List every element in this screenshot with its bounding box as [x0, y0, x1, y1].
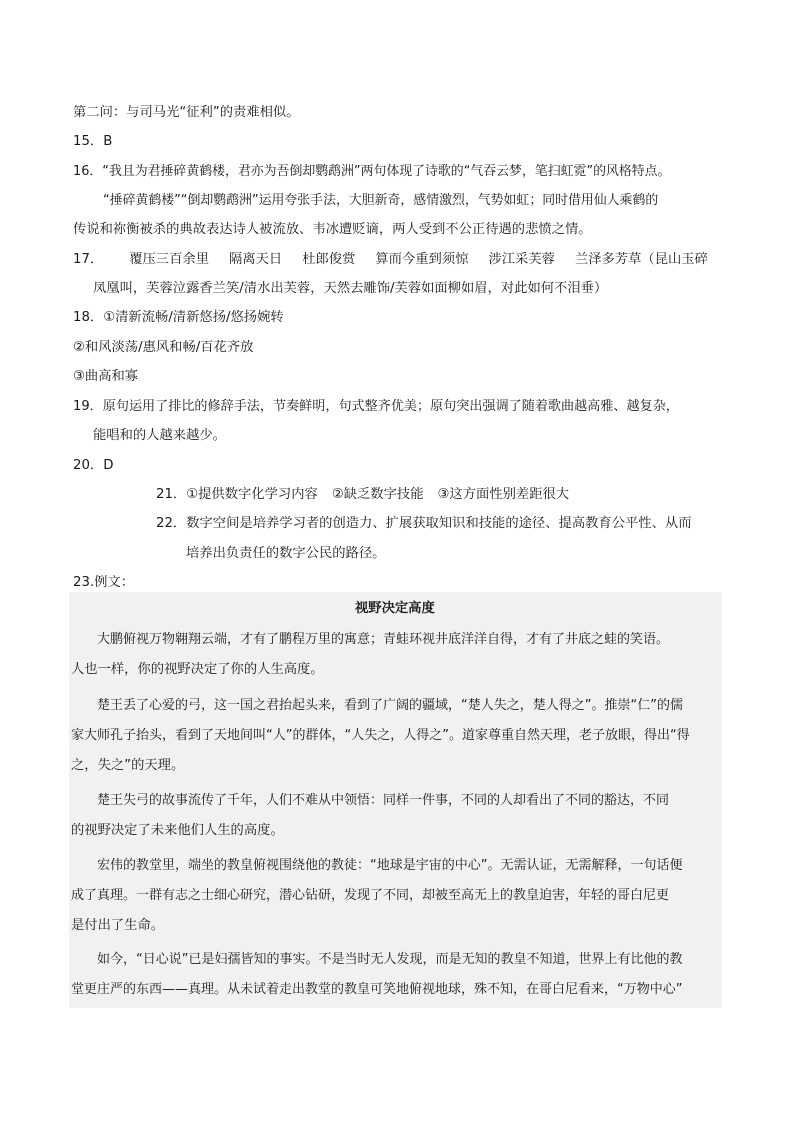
essay-para3-line2: 的视野决定了未来他们人生的高度。: [71, 823, 284, 838]
q17-answer-line1: [73, 251, 708, 269]
q20-answer: 20．D: [73, 458, 114, 473]
q23-label: 23.例文：: [73, 575, 135, 590]
q16-answer-line1: 16．“我且为君捶碎黄鹤楼，君亦为吾倒却鹦鹉洲”两句体现了诗歌的“气吞云梦，笔扫虹霓”的风格特点。: [73, 164, 671, 179]
q19-answer-line1: 19．原句运用了排比的修辞手法，节奏鲜明，句式整齐优美；原句突出强调了随着歌曲越高雅、越复杂，: [73, 399, 679, 414]
essay-para1-line1: 大鹏俯视万物翱翔云端，才有了鹏程万里的寓意；青蛙环视井底洋洋自得，才有了井底之蛙的笑语。: [97, 632, 670, 647]
essay-para2-line2: 家大师孔子抬头，看到了天地间叫“人”的群体，“人失之，人得之”。道家尊重自然天理，老子放眼，得出“得: [71, 728, 690, 743]
q21-item: ③这方面性别差距很大: [437, 487, 570, 502]
q17-item: 算而今重到须惊: [375, 252, 469, 267]
q22-answer-line2: 培养出负责任的数字公民的路径。: [186, 546, 386, 561]
q18-answer-line3: ③曲高和寡: [73, 369, 139, 384]
essay-para1-line2: 人也一样，你的视野决定了你的人生高度。: [71, 662, 324, 677]
q16-answer-line3: 传说和祢衡被杀的典故表达诗人被流放、韦冰遭贬谪，两人受到不公正待遇的悲愤之情。: [73, 222, 592, 237]
q15-answer: 15．B: [73, 134, 113, 149]
essay-para3-line1: 楚王失弓的故事流传了千年，人们不难从中领悟：同样一件事，不同的人却看出了不同的豁达，不同: [97, 793, 670, 808]
essay-para2-line1: 楚王丢了心爱的弓，这一国之君抬起头来，看到了广阔的疆域，“楚人失之，楚人得之”。推崇“仁”的儒: [97, 698, 683, 713]
essay-para4-line2: 成了真理。一群有志之士细心研究，潜心钻研，发现了不同，却被至高无上的教皇迫害，年轻的哥白尼更: [71, 888, 670, 903]
essay-title: 视野决定高度: [355, 601, 435, 616]
essay-para2-line3: 之，失之”的天理。: [71, 758, 185, 773]
q14-part2-answer: 第二问：与司马光“征利”的责难相似。: [73, 105, 300, 120]
q17-item: 杜郎俊赏: [302, 252, 356, 267]
q17-item: 覆压三百余里: [129, 252, 209, 267]
q21-item: ②缺乏数字技能: [331, 487, 424, 502]
essay-para4-line3: 是付出了生命。: [71, 918, 165, 933]
q19-answer-line2: 能唱和的人越来越少。: [93, 428, 226, 443]
q16-answer-line2: “捶碎黄鹤楼”“倒却鹦鹉洲”运用夸张手法，大胆新奇，感情激烈，气势如虹；同时借用仙人乘鹤的: [103, 193, 659, 208]
q22-answer-line1: 22．数字空间是培养学习者的创造力、扩展获取知识和技能的途径、提高教育公平性、从而: [156, 516, 692, 531]
q17-item: 涉江采芙蓉: [488, 252, 555, 267]
q17-item: 隔离天日: [229, 252, 283, 267]
q17-number: 17．: [73, 252, 104, 267]
essay-para4-line1: 宏伟的教堂里，端坐的教皇俯视围绕他的教徒：“地球是宇宙的中心”。无需认证，无需解释，一句话便: [97, 858, 683, 873]
q18-answer-line1: 18．①清新流畅/清新悠扬/悠扬婉转: [73, 310, 284, 325]
q21-item: ①提供数字化学习内容: [186, 487, 318, 502]
essay-para5-line2: 堂更庄严的东西——真理。从未试着走出教堂的教皇可笑地俯视地球，殊不知，在哥白尼看来，“万物中心”: [71, 982, 683, 997]
q17-item: 兰泽多芳草（昆山玉碎: [574, 252, 708, 267]
q21-number: 21．: [156, 487, 187, 502]
q21-answer: [156, 486, 569, 504]
essay-para5-line1: 如今，“日心说”已是妇孺皆知的事实。不是当时无人发现，而是无知的教皇不知道，世界上有比他的教: [97, 952, 683, 967]
q18-answer-line2: ②和风淡荡/惠风和畅/百花齐放: [73, 340, 254, 355]
q17-answer-line2: 凤凰叫，芙蓉泣露香兰笑/清水出芙蓉，天然去雕饰/芙蓉如面柳如眉，对此如何不泪垂）: [93, 281, 608, 296]
